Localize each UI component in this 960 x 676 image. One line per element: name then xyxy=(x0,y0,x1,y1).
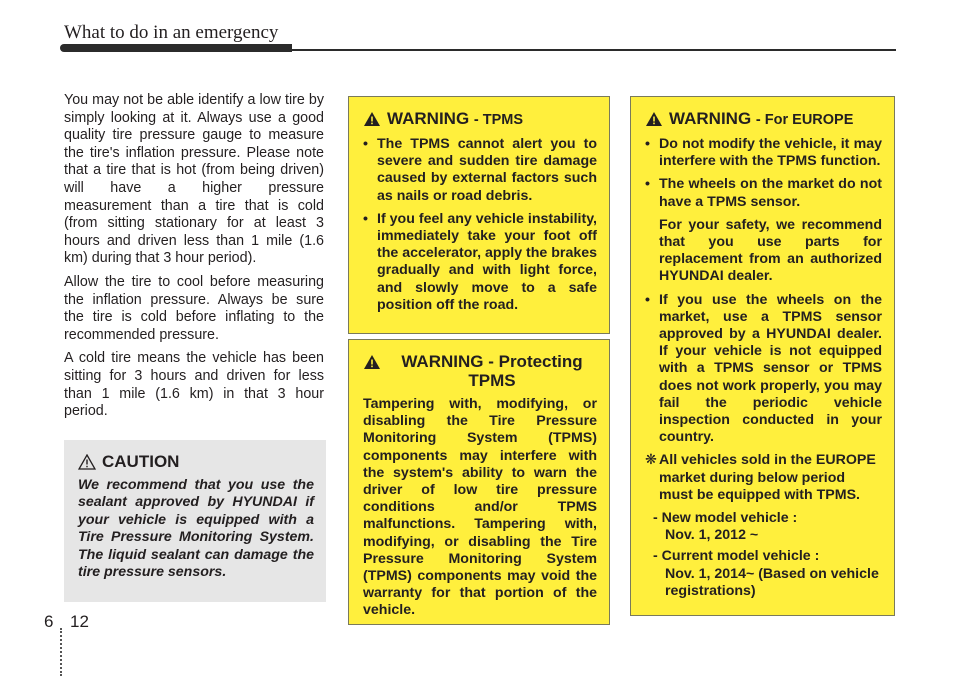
new-model-date: Nov. 1, 2012 ~ xyxy=(665,527,759,544)
warning-europe-bullet-2: • The wheels on the market do not have a TPMS sensor. xyxy=(645,176,882,210)
note-asterisk-icon: ❋ xyxy=(645,452,657,469)
warning-tpms-box xyxy=(348,96,610,334)
warning-label: WARNING xyxy=(387,109,470,128)
warning-tpms-list xyxy=(363,136,597,314)
header-rule-thick xyxy=(60,44,292,52)
warning-protecting-text: Tampering with, modifying, or disabling the Tire Pressure Monitoring System (TPMS) components may interfere with the system's ability to warn the driver of low tire pressure conditions and/or TPMS malfunctions. Tampering with, modifying, or disabling the Tire Pressure Monitoring System (TPMS) components may void the warranty for that portion of the vehicle. xyxy=(363,396,597,619)
caution-text: We recommend that you use the sealant approved by HYUNDAI if your vehicle is equipped with a Tire Pressure Monitoring System. The liquid sealant can damage the tire pressure sensors. xyxy=(78,477,314,581)
warning-tpms-title xyxy=(363,109,597,130)
caution-title-text: CAUTION xyxy=(102,452,180,471)
warning-europe-box xyxy=(630,96,895,616)
current-model-date: Nov. 1, 2014~ (Based on vehicle registrations) xyxy=(665,565,879,599)
warning-subtitle: - For EUROPE xyxy=(755,112,854,128)
header-rule xyxy=(60,44,896,52)
warning-subtitle: - TPMS xyxy=(473,112,524,128)
footer-divider xyxy=(60,628,64,676)
new-model-label: - New model vehicle : xyxy=(653,510,798,527)
intro-text xyxy=(64,92,324,427)
current-model-block xyxy=(653,548,882,600)
warning-europe-paragraph: For your safety, we recommend that you use parts for replacement from an authorized HYUNDAI dealer. xyxy=(659,216,882,285)
warning-triangle-icon xyxy=(645,111,663,127)
warning-label: WARNING xyxy=(669,109,752,128)
warning-protecting-box xyxy=(348,339,610,625)
warning-triangle-icon xyxy=(363,111,381,127)
intro-paragraph-3: A cold tire means the vehicle has been sitting for 3 hours and driven for less than 1 mile (1.6 km) in that 3 hour period. xyxy=(64,350,324,420)
caution-title xyxy=(78,452,314,471)
warning-protecting-title xyxy=(363,352,597,390)
warning-europe-list-2 xyxy=(645,292,882,447)
warning-europe-list xyxy=(645,136,882,211)
section-number: 6 xyxy=(44,612,54,631)
europe-note-text: All vehicles sold in the EUROPE market during below period must be equipped with TPMS. xyxy=(659,452,876,503)
caution-triangle-icon xyxy=(78,454,96,470)
intro-paragraph-1: You may not be able identify a low tire by simply looking at it. Always use a good quality tire pressure gauge to measure the tire's inflation pressure. Please note that a tire that is hot (from being driven) will have a higher pressure measurement than a tire that is cold (from sitting stationary for at least 3 hours and driven less than 1 mile (1.6 km) during that 3 hour period). xyxy=(64,92,324,267)
warning-tpms-bullet-1: • The TPMS cannot alert you to severe and sudden tire damage caused by external factors such as nails or road debris. xyxy=(363,136,597,205)
page-number: 12 xyxy=(70,612,89,631)
caution-box xyxy=(64,440,326,602)
warning-subtitle: - Protecting TPMS xyxy=(468,352,583,390)
warning-triangle-icon xyxy=(363,354,381,370)
europe-note xyxy=(645,452,882,504)
warning-tpms-bullet-2: • If you feel any vehicle instability, immediately take your foot off the accelerator, apply the brakes gradually and with light force, and slowly move to a safe position off the road. xyxy=(363,211,597,314)
warning-europe-bullet-3: • If you use the wheels on the market, use a TPMS sensor approved by a HYUNDAI dealer. If your vehicle is not equipped with a TPMS sensor or TPMS does not work properly, you may fail the periodic vehicle inspection conducted in your country. xyxy=(645,292,882,447)
warning-europe-title xyxy=(645,109,882,130)
header-rule-thin xyxy=(290,49,896,51)
intro-paragraph-2: Allow the tire to cool before measuring the inflation pressure. Always be sure the tire is cold before inflating to the recommended pressure. xyxy=(64,273,324,343)
current-model-label: - Current model vehicle : xyxy=(653,548,820,565)
warning-label: WARNING xyxy=(401,352,484,371)
new-model-block xyxy=(653,510,882,544)
page-header-title: What to do in an emergency xyxy=(64,22,279,43)
warning-europe-bullet-1: • Do not modify the vehicle, it may interfere with the TPMS function. xyxy=(645,136,882,170)
